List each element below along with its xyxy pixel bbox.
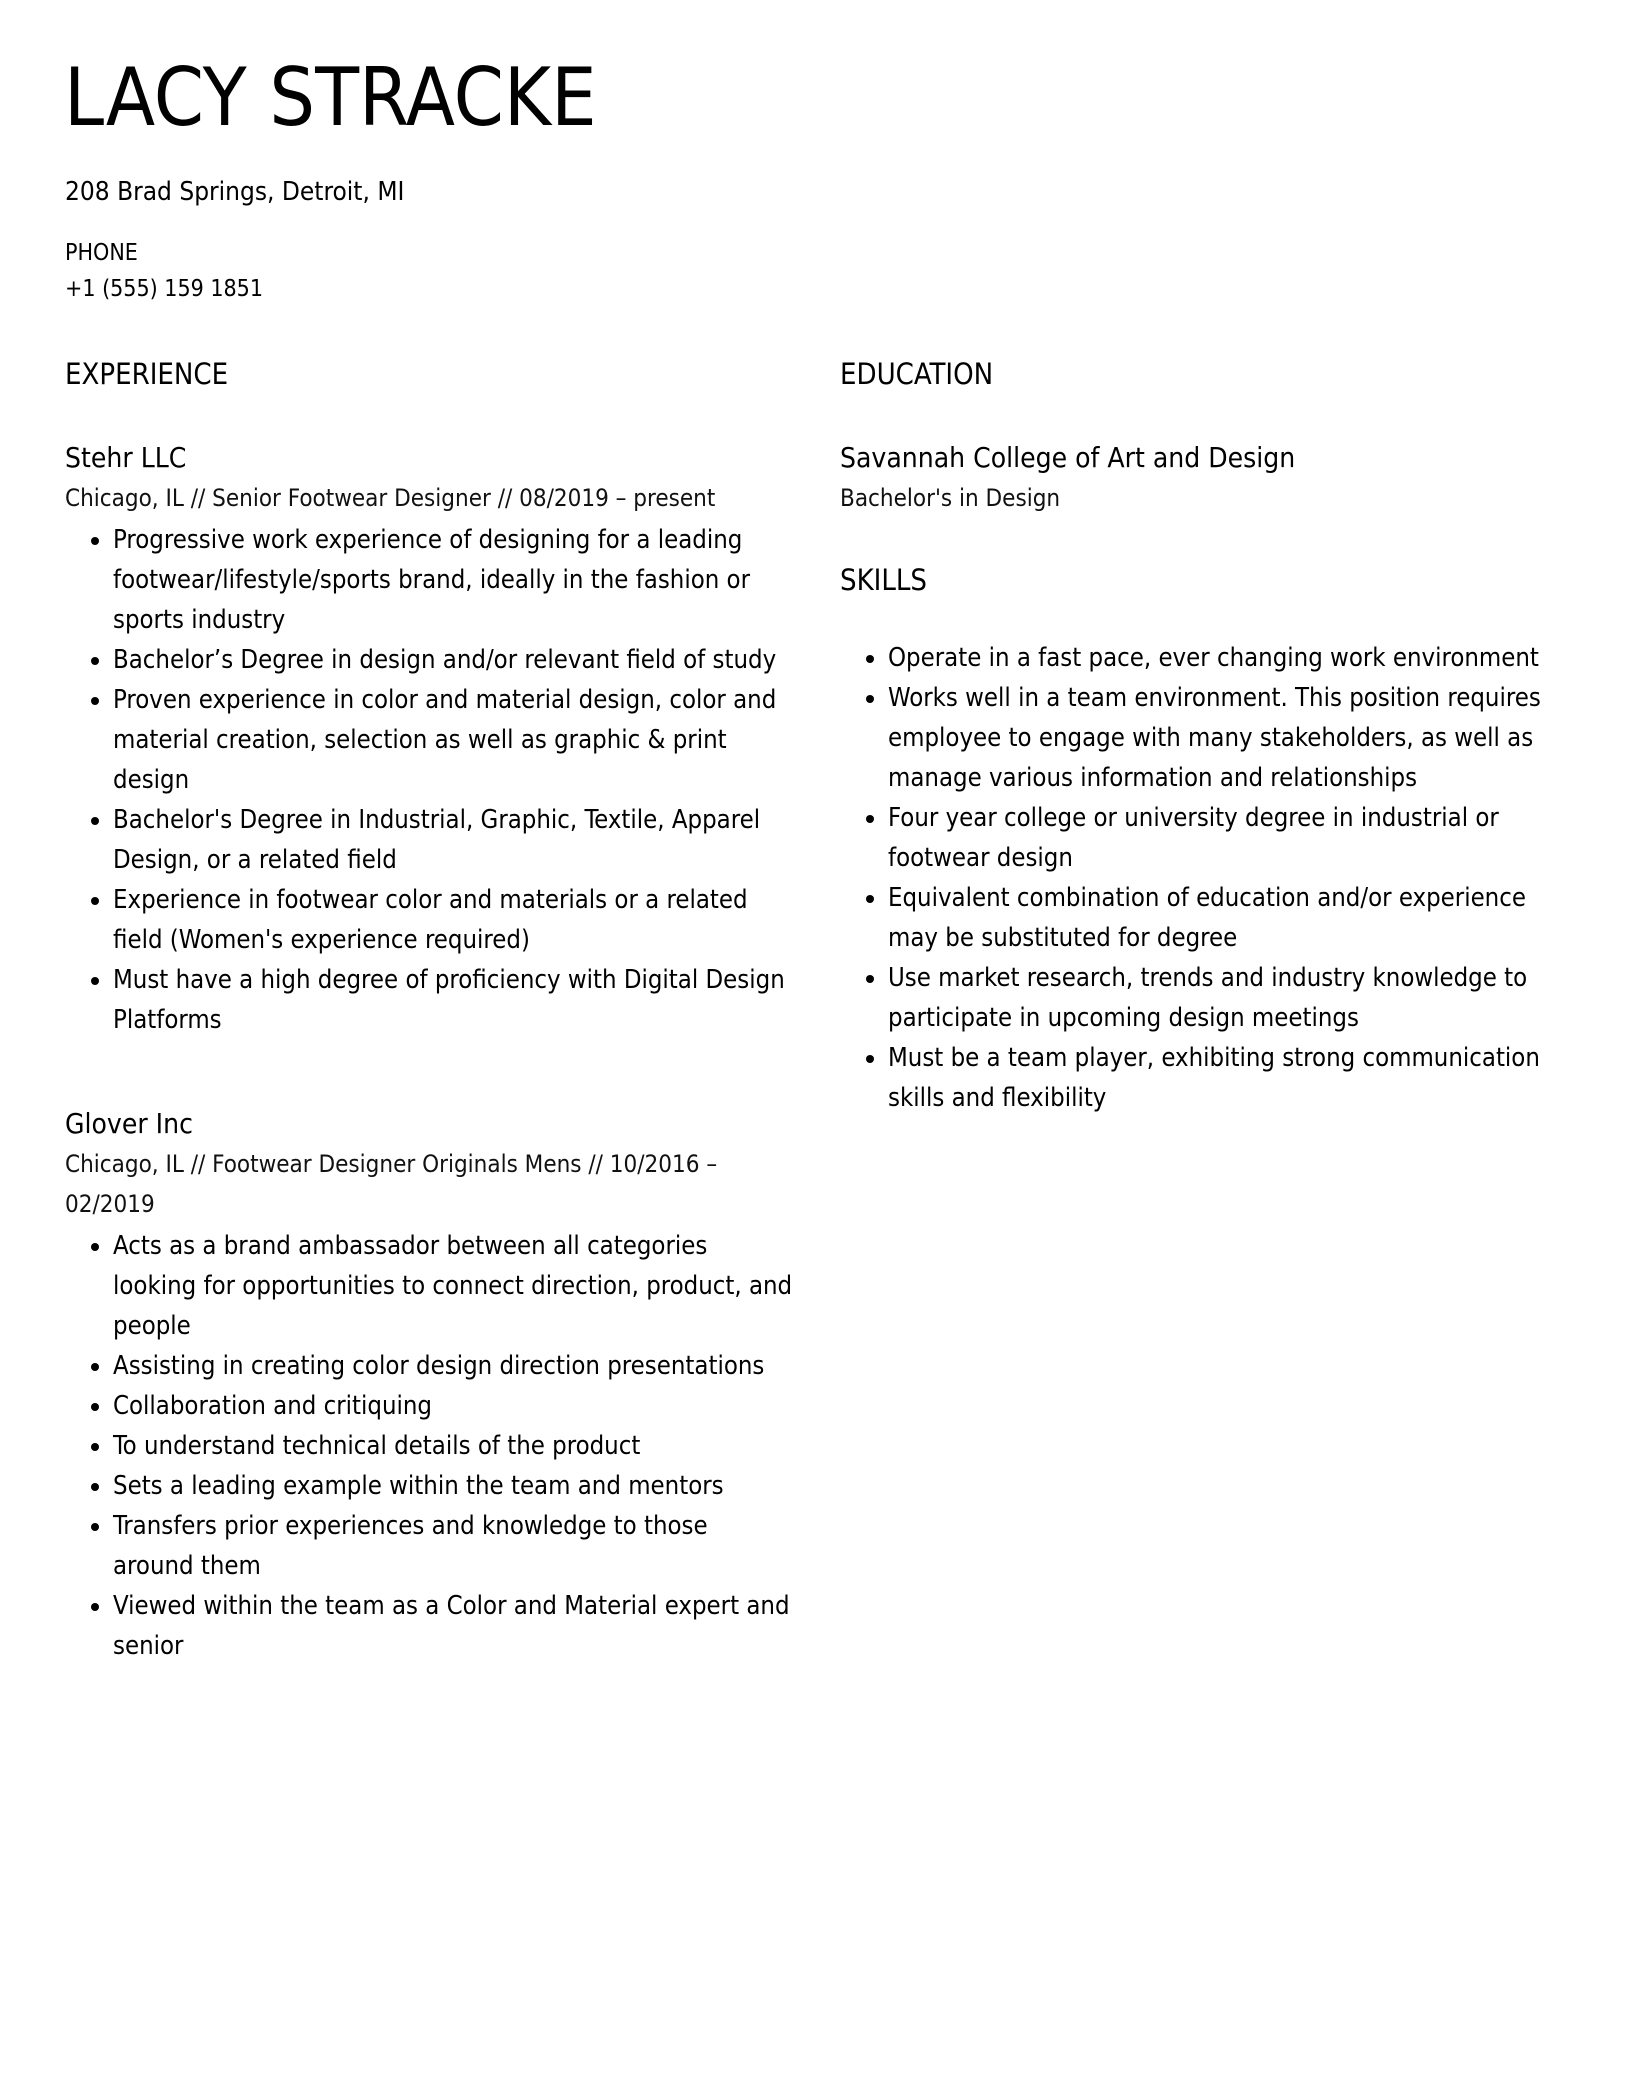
list-item: • Bachelor's Degree in Industrial, Graphic, Textile, Apparel Design, or a related field — [113, 800, 795, 880]
company-name: Glover Inc — [65, 1107, 193, 1140]
list-item: • Sets a leading example within the team and mentors — [113, 1466, 795, 1506]
list-item: • Must be a team player, exhibiting strong communication skills and flexibility — [888, 1038, 1570, 1118]
list-item: • Acts as a brand ambassador between all categories looking for opportunities to connect direction, product, and people — [113, 1226, 795, 1346]
skills-heading: SKILLS — [840, 563, 927, 597]
list-item: • Works well in a team environment. This position requires employee to engage with many stakeholders, as well as manage various information and relationships — [888, 678, 1570, 798]
experience-column — [65, 354, 795, 1666]
list-item: • Four year college or university degree in industrial or footwear design — [888, 798, 1570, 878]
list-item: • Bachelor’s Degree in design and/or relevant field of study — [113, 640, 795, 680]
skills-list — [840, 638, 1570, 1118]
experience-heading: EXPERIENCE — [65, 357, 229, 391]
list-item: • Must have a high degree of proficiency with Digital Design Platforms — [113, 960, 795, 1040]
school-name: Savannah College of Art and Design — [840, 441, 1296, 474]
list-item: • Assisting in creating color design direction presentations — [113, 1346, 795, 1386]
candidate-name: LACY STRACKE — [64, 51, 597, 144]
education-heading: EDUCATION — [840, 357, 994, 391]
job-entry — [65, 1104, 795, 1666]
job-entry — [65, 438, 795, 1040]
list-item: • Proven experience in color and material design, color and material creation, selection as well as graphic & print design — [113, 680, 795, 800]
list-item: • Experience in footwear color and materials or a related field (Women's experience required) — [113, 880, 795, 960]
job-bullets — [65, 520, 795, 1040]
list-item: • Viewed within the team as a Color and Material expert and senior — [113, 1586, 795, 1666]
list-item: • Progressive work experience of designing for a leading footwear/lifestyle/sports brand, ideally in the fashion or sports industry — [113, 520, 795, 640]
education-skills-column — [840, 354, 1570, 1118]
list-item: • Operate in a fast pace, ever changing work environment — [888, 638, 1570, 678]
company-name: Stehr LLC — [65, 441, 187, 474]
degree: Bachelor's in Design — [840, 484, 1061, 512]
address: 208 Brad Springs, Detroit, MI — [65, 177, 405, 207]
list-item: • Collaboration and critiquing — [113, 1386, 795, 1426]
job-bullets — [65, 1226, 795, 1666]
list-item: • Equivalent combination of education and/or experience may be substituted for degree — [888, 878, 1570, 958]
list-item: • Use market research, trends and industry knowledge to participate in upcoming design meetings — [888, 958, 1570, 1038]
phone-label: PHONE — [65, 240, 138, 266]
list-item: • Transfers prior experiences and knowledge to those around them — [113, 1506, 795, 1586]
job-meta: Chicago, IL // Footwear Designer Originals Mens // 10/2016 – 02/2019 — [65, 1150, 718, 1218]
list-item: • To understand technical details of the product — [113, 1426, 795, 1466]
phone-number: +1 (555) 159 1851 — [65, 276, 263, 302]
job-meta: Chicago, IL // Senior Footwear Designer // 08/2019 – present — [65, 484, 716, 512]
